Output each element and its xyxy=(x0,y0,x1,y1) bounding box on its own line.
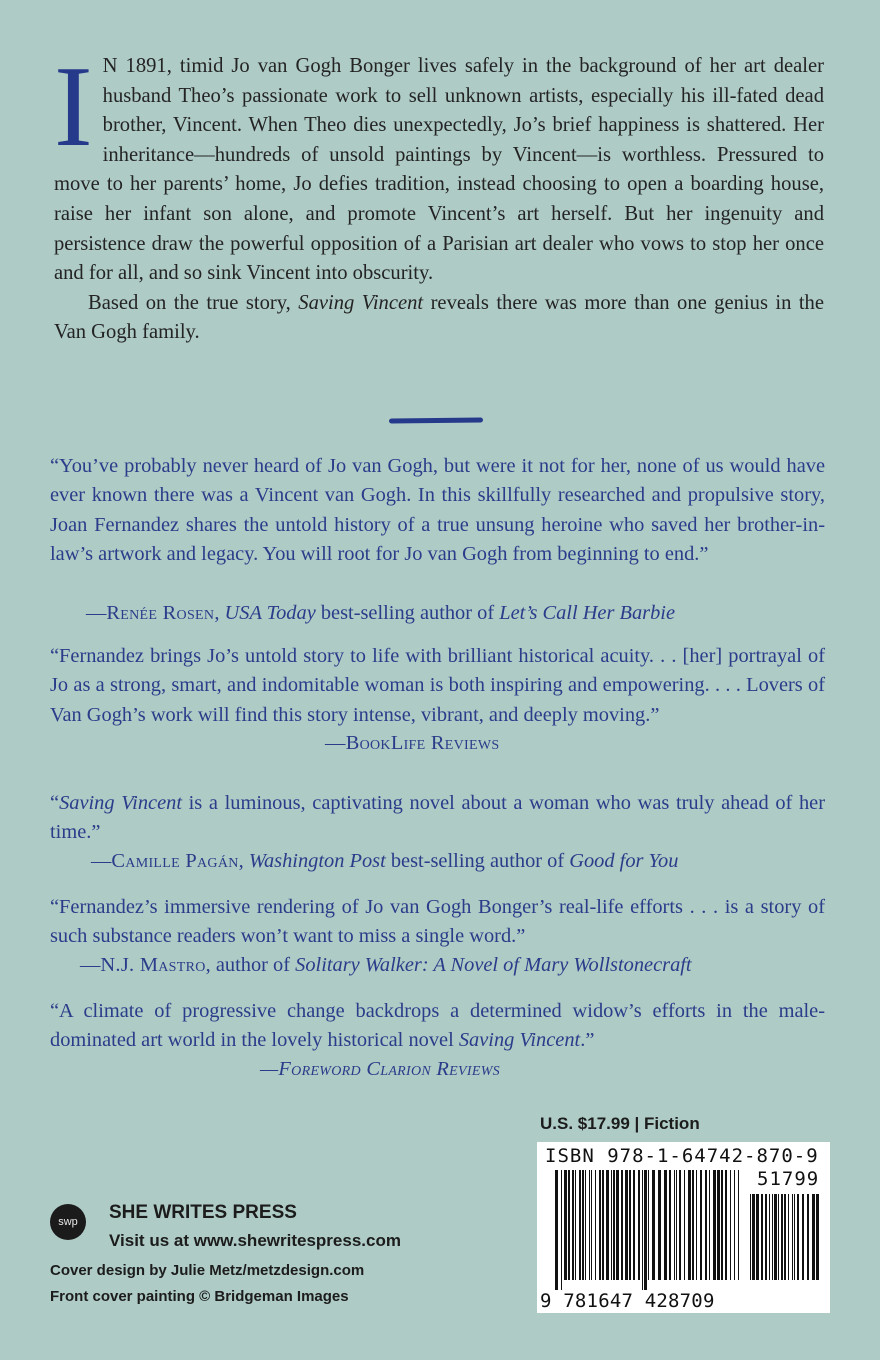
decorative-brush-rule xyxy=(389,418,483,424)
barcode-bar xyxy=(658,1170,661,1280)
barcode-bar xyxy=(792,1194,793,1280)
review-quote-2-attribution: —BookLife Reviews xyxy=(325,732,500,754)
book-blurb xyxy=(54,43,824,348)
barcode-bar xyxy=(692,1170,694,1280)
barcode-bar xyxy=(797,1194,799,1280)
barcode-bar xyxy=(625,1170,628,1280)
attr-book: Let’s Call Her Barbie xyxy=(499,602,676,624)
attr-publication: USA Today xyxy=(224,602,316,624)
barcode-bar xyxy=(696,1170,697,1280)
barcode-bar xyxy=(561,1170,562,1290)
quote-after: .” xyxy=(580,1029,595,1052)
review-quote-5 xyxy=(50,997,825,1056)
attr-sep: , xyxy=(238,850,249,872)
attr-mid: , author of xyxy=(205,954,296,976)
review-quote-3-attribution xyxy=(91,847,678,876)
attr-book: Good for You xyxy=(569,850,679,872)
barcode-bar xyxy=(595,1170,596,1280)
barcode-bar xyxy=(638,1170,640,1280)
barcode-bar xyxy=(611,1170,612,1280)
quote-book-title: Saving Vincent xyxy=(59,792,182,814)
barcode-bar xyxy=(674,1170,675,1280)
barcode-bar xyxy=(621,1170,623,1280)
barcode-bar xyxy=(664,1170,667,1280)
barcode-bar xyxy=(679,1170,681,1280)
barcode-bar xyxy=(717,1170,720,1280)
review-quote-1-attribution xyxy=(86,599,675,628)
review-quote-3-text xyxy=(50,789,825,848)
barcode-bar xyxy=(774,1194,777,1280)
attr-publication: Washington Post xyxy=(248,850,386,872)
barcode-bar xyxy=(688,1170,691,1280)
review-quote-2-text: “Fernandez brings Jo’s untold story to life with brilliant historical acuity. . . [her] portrayal of Jo as a strong, smart, and indomitable woman is both inspiring and empowering. . . . Lovers of Van Gogh’s work will find this story intense, vibrant, and deeply moving.” xyxy=(50,645,825,726)
cover-design-credit: Cover design by Julie Metz/metzdesign.com xyxy=(50,1262,365,1279)
barcode-bar xyxy=(772,1194,773,1280)
attr-mid: best-selling author of xyxy=(385,850,570,872)
barcode-bar xyxy=(730,1170,731,1280)
quote-before: “A climate of progressive change backdrops a determined widow’s efforts in the male-dominated art world in the lovely historical novel xyxy=(50,1000,825,1052)
barcode-bar xyxy=(802,1194,804,1280)
blurb-p2-before: Based on the true story, xyxy=(88,291,299,314)
publisher-name: SHE WRITES PRESS xyxy=(109,1202,297,1223)
review-quote-2 xyxy=(50,642,825,730)
attr-dash: — xyxy=(86,602,107,624)
barcode-bar xyxy=(738,1170,739,1280)
isbn-barcode xyxy=(537,1142,830,1313)
review-quote-3 xyxy=(50,789,825,848)
blurb-paragraph-1-text: N 1891, timid Jo van Gogh Bonger lives safely in the background of her art dealer husband Theo’s passionate work to sell unknown artists, especially his ill-fated dead brother, Vincent. When Theo dies unexpectedly, Jo’s brief happiness is shattered. Her inheritance—hundreds of unsold paintings by Vincent—is worthless. Pressured to move to her parents’ home, Jo defies tradition, instead choosing to open a boarding house, raise her infant son alone, and promote Vincent’s art herself. But her ingenuity and persistence draw the powerful opposition of a Parisian art dealer who vows to stop her once and for all, and so sink Vincent into obscurity. xyxy=(54,55,824,285)
price-code: 51799 xyxy=(757,1168,820,1190)
barcode-bar xyxy=(585,1170,586,1280)
barcode-bar xyxy=(648,1170,649,1280)
review-quote-1-text: “You’ve probably never heard of Jo van Gogh, but were it not for her, none of us would have ever known there was a Vincent van Gogh. In this skillfully researched and propulsive story, Joan Fernandez shares the untold history of a true unsung heroine who saved her brother-in-law’s artwork and legacy. You will root for Jo van Gogh from beginning to end.” xyxy=(50,455,825,566)
barcode-bar xyxy=(669,1170,671,1280)
barcode-bar xyxy=(725,1170,727,1280)
barcode-bar xyxy=(599,1170,601,1280)
attr-mid: best-selling author of xyxy=(315,602,500,624)
barcode-bar xyxy=(652,1170,655,1280)
attr-name: Camille Pagán xyxy=(111,850,239,872)
attr-name: N.J. Mastro xyxy=(100,954,206,976)
barcode-bar xyxy=(613,1170,615,1280)
barcode-bar xyxy=(705,1170,707,1280)
barcode-bar xyxy=(616,1170,619,1280)
barcode-bar xyxy=(606,1170,609,1280)
barcode-bar xyxy=(784,1194,786,1280)
isbn-label: ISBN 978-1-64742-870-9 xyxy=(545,1145,819,1167)
barcode-bar xyxy=(642,1170,643,1290)
barcode-bar xyxy=(765,1194,767,1280)
barcode-bar xyxy=(633,1170,635,1280)
barcode-bar xyxy=(769,1194,770,1280)
barcode-bar xyxy=(602,1170,604,1280)
review-quote-5-text xyxy=(50,997,825,1056)
barcode-bar xyxy=(684,1170,685,1280)
attr-sep: , xyxy=(214,602,225,624)
cover-painting-credit: Front cover painting © Bridgeman Images xyxy=(50,1288,349,1305)
attr-dash: — xyxy=(80,954,101,976)
barcode-bar xyxy=(816,1194,819,1280)
review-quote-4-text: “Fernandez’s immersive rendering of Jo van Gogh Bonger’s real-life efforts . . . is a story of such substance readers won’t want to miss a single word.” xyxy=(50,896,825,948)
barcode-bar xyxy=(700,1170,702,1280)
drop-cap: I xyxy=(54,43,93,171)
attr-book: Solitary Walker: A Novel of Mary Wollstonecraft xyxy=(295,954,692,976)
ean-barcode-bars xyxy=(555,1170,745,1290)
attr-text: —Foreword Clarion Reviews xyxy=(260,1058,500,1080)
ean-digits: 9 781647 428709 xyxy=(540,1290,715,1312)
barcode-bar xyxy=(629,1170,631,1280)
review-quote-4-attribution xyxy=(80,951,692,980)
review-quote-5-attribution xyxy=(260,1055,500,1084)
barcode-bar xyxy=(555,1170,558,1290)
barcode-bar xyxy=(734,1170,735,1280)
blurb-paragraph-2 xyxy=(54,289,824,348)
blurb-book-title: Saving Vincent xyxy=(298,291,424,314)
quote-book-title: Saving Vincent xyxy=(458,1029,581,1052)
barcode-bar xyxy=(582,1170,584,1280)
barcode-bar xyxy=(750,1194,751,1280)
blurb-p2-after: reveals there was more than one genius in the Van Gogh family. xyxy=(54,291,824,344)
barcode-bar xyxy=(568,1170,570,1280)
barcode-bar xyxy=(788,1194,789,1280)
barcode-bar xyxy=(564,1170,567,1280)
publisher-logo: swp xyxy=(50,1204,86,1240)
quote-rest: is a luminous, captivating novel about a woman who was truly ahead of her time.” xyxy=(50,792,825,844)
barcode-bar xyxy=(589,1170,590,1280)
barcode-bar xyxy=(579,1170,581,1280)
barcode-bar xyxy=(752,1194,755,1280)
barcode-bar xyxy=(781,1194,783,1280)
price-category: U.S. $17.99 | Fiction xyxy=(540,1114,700,1133)
publisher-url: Visit us at www.shewritespress.com xyxy=(109,1231,401,1250)
barcode-bar xyxy=(778,1194,779,1280)
barcode-bar xyxy=(721,1170,723,1280)
barcode-bar xyxy=(761,1194,763,1280)
blurb-paragraph-1 xyxy=(54,43,824,289)
review-quote-1 xyxy=(50,452,825,570)
attr-dash: — xyxy=(91,850,112,872)
barcode-bar xyxy=(807,1194,809,1280)
review-quote-4 xyxy=(50,893,825,952)
barcode-bar xyxy=(676,1170,677,1280)
barcode-bar xyxy=(644,1170,647,1290)
barcode-bar xyxy=(591,1170,592,1280)
barcode-bar xyxy=(756,1194,759,1280)
barcode-bar xyxy=(812,1194,815,1280)
barcode-bar xyxy=(709,1170,710,1280)
barcode-bar xyxy=(713,1170,716,1280)
barcode-bar xyxy=(794,1194,795,1280)
quote-open: “ xyxy=(50,792,60,814)
addon-barcode-bars xyxy=(750,1194,822,1290)
barcode-bar xyxy=(575,1170,576,1280)
barcode-bar xyxy=(572,1170,574,1280)
attr-name: Renée Rosen xyxy=(106,602,215,624)
